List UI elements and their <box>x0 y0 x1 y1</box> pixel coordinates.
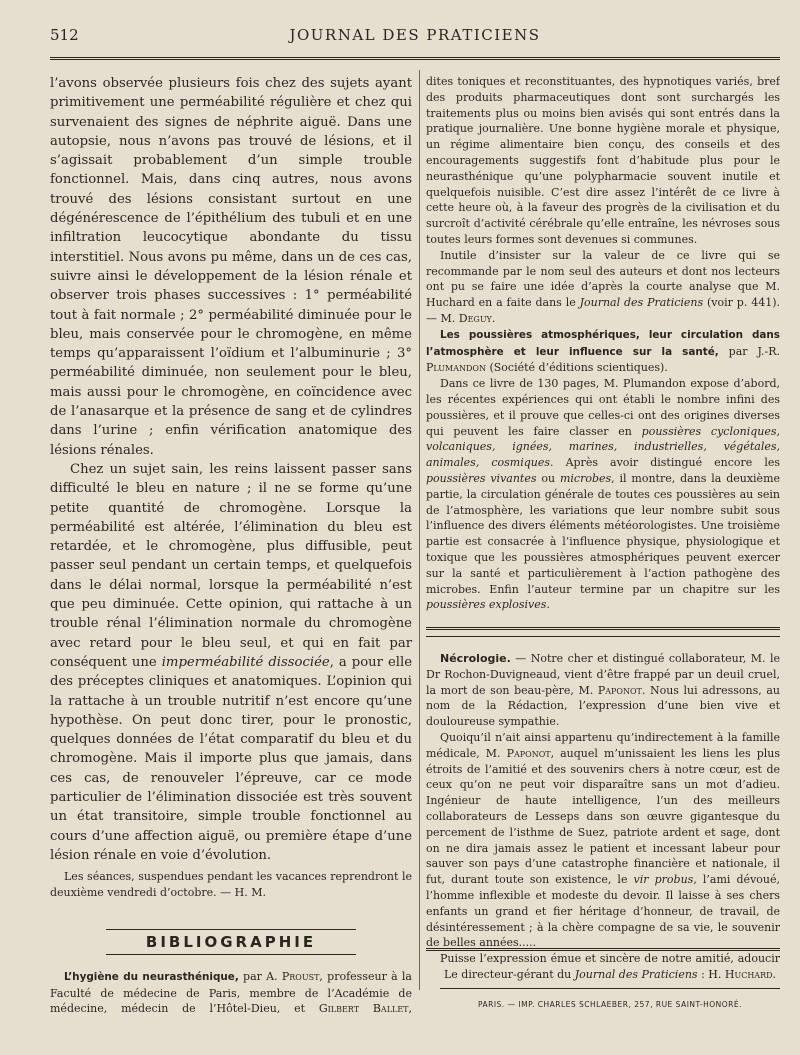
article-paragraph: Chez un sujet sain, les reins laissent passer sans difficulté le bleu en nature ; il ne se forme qu’une petite quantité de chromogène. Lorsque la perméabilité est altérée, l’élimination du bleu est retardée, et le chromogène, plus diffusible, peut passer seul pendant un certain temps, et quelquefois dans le délai normal, lorsque la perméabilité n’est que peu diminuée. Cette opinion, qui rattache à un trouble rénal l’élimination normale du chromogène avec retard pour le bleu seul, et qui en fait par conséquent une imperméabilité dissociée, a pour elle des préceptes cliniques et anatomiques. L’opinion qui la rattache à un trouble nutritif n’est encore qu’une hypothèse. On peut donc tirer, pour le pronostic, quelques données de l’état comparatif du bleu et du chromogène. Mais il importe plus que jamais, dans ces cas, de renouveler l’épreuve, car ce mode particulier de l’élimination dissociée est très souvent un état transitoire, simple trouble fonctionnel au cours d’une affection aiguë, ou première étape d’une lésion rénale en voie d’évolution. <box>50 461 412 863</box>
left-column <box>50 74 412 1014</box>
necrology-paragraph: Quoiqu’il n’ait ainsi appartenu qu’indirectement à la famille médicale, M. Paponot, auquel m’unissaient les liens les plus étroits de l’amitié et des souvenirs chers à notre cœur, est de ceux qu’on ne peut voir disparaître sans un mot d’adieu. Ingénieur de haute intelligence, l’un des meilleurs collaborateurs de Lesseps dans son œuvre gigantesque du percement de l’isthme de Suez, patriote ardent et sage, dont on ne dira jamais assez le patient et incessant labeur pour sauver son pays d’une catastrophe financière et nationale, il fut, durant toute son existence, le vir probus, l’ami dévoué, l’homme inflexible et modeste du devoir. Il laisse à ses chers enfants un grand et fier héritage d’honneur, de travail, de désintéressement ; à la chère compagne de sa vie, le souvenir de belles années..... <box>426 731 780 950</box>
book-entry: Les poussières atmosphériques, leur circulation dans l’atmosphère et leur influence sur la santé, par J.-R. Plumandon (Société d’éditions scientiques). <box>426 328 780 375</box>
necrology-paragraph: Nécrologie. — Notre cher et distingué collaborateur, M. le Dr Rochon-Duvigneaud, vient d’être frappé par un deuil cruel, la mort de son beau-père, M. Paponot. Nous lui adressons, au nom de la Rédaction, l’expression d’une bien vive et douloureuse sympathie. <box>426 652 780 729</box>
page-number: 512 <box>50 26 79 44</box>
printer-line: PARIS. — IMP. CHARLES SCHLAEBER, 257, RUE SAINT-HONORÉ. <box>477 1000 743 1009</box>
journal-title: JOURNAL DES PRATICIENS <box>289 26 541 44</box>
column-divider <box>419 70 420 990</box>
footer-rule <box>440 988 780 989</box>
book-review-close: Inutile d’insister sur la valeur de ce livre qui se recommande par le nom seul des auteurs et dont nos lecteurs ont pu se faire une idée d’après la courte analyse que M. Huchard en a faite dans le Journal des Praticiens (voir p. 441). — M. Deguy. <box>426 248 780 325</box>
book-review: Dans ce livre de 130 pages, M. Plumandon expose d’abord, les récentes expériences qui ont établi le nombre infini des poussières, et il prouve que celles-ci ont des origines diverses qui peuvent les faire classer en poussières cycloniques, volcaniques, ignées, marines, industrielles, végétales, animales, cosmiques. Après avoir distingué encore les poussières vivantes ou microbes, il montre, dans la deuxième partie, la circulation générale de toutes ces poussières au sein de l’atmosphère, les variations que leur nombre subit sous l’influence des divers éléments météorologistes. Une troisième partie est consacrée à l’influence physique, physiologique et toxique que les poussières atmosphériques peuvent exercer sur la santé et particulièrement à l’action pathogène des microbes. Enfin l’auteur termine par un chapitre sur les poussières explosives. <box>426 377 780 612</box>
book-title: Les poussières atmosphériques, leur circulation dans l’atmosphère et leur influence sur la santé, <box>426 328 780 358</box>
section-separator <box>426 627 780 637</box>
right-column <box>426 74 780 964</box>
header-rule <box>50 57 780 60</box>
director-note: Le directeur-gérant du Journal des Praticiens : H. Huchard. <box>443 968 777 981</box>
article-paragraph: l’avons observée plusieurs fois chez des sujets ayant primitivement une perméabilité régulière et chez qui survenaient des signes de néphrite aiguë. Dans une autopsie, nous n’avons pas trouvé de lésions, et il s’agissait probablement d’un simple trouble fonctionnel. Mais, dans cinq autres, nous avons trouvé des lésions consistant surtout en une dégénérescence de l’épithélium des tubuli et en une infiltration leucocytique abondante du tissu interstitiel. Nous avons pu même, dans un de ces cas, suivre ainsi le développement de la lésion rénale et observer trois phases successives : 1° perméabilité tout à fait normale ; 2° perméabilité diminuée pour le bleu, mais conservée pour le chromogène, en même temps qu’apparaissent l’oïdium et l’albuminurie ; 3° perméabilité diminuée, non seulement pour le bleu, mais aussi pour le chromogène, en coïncidence avec de l’anasarque et la présence de sang et de cylindres dans l’urine ; enfin vérification anatomique des lésions rénales. <box>50 76 412 458</box>
signature: Deguy. <box>458 311 496 325</box>
section-title: BIBLIOGRAPHIE <box>50 929 412 955</box>
necrology-paragraph: Puisse l’expression émue et sincère de notre amitié, adoucir <box>440 952 780 964</box>
necrology-heading: Nécrologie. <box>440 652 511 666</box>
emphasis: imperméabilité dissociée <box>161 654 330 670</box>
session-notice: Les séances, suspendues pendant les vacances reprendront le deuxième vendredi d’octobre. — H. M. <box>50 870 412 899</box>
bottom-rule <box>426 948 780 951</box>
book-title: L’hygiène du neurasthénique, <box>64 970 239 983</box>
book-review-continued: dites toniques et reconstituantes, des hypnotiques variés, bref des produits pharmaceutiques dont sont surchargés les traitements plus ou moins bien avisés qui sont entrés dans la pratique journalière. Une bonne hygiène morale et physique, un régime alimentaire bien conçu, des conseils et des encouragements suggestifs font d’habitude plus pour le neurasthénique qu’une polypharmacie souvent inutile et quelquefois nuisible. C’est dire assez l’intérêt de ce livre à cette heure où, à la faveur des progrès de la civilisation et du surcroît d’activité cérébrale qu’elle entraîne, les névroses sous toutes leurs formes sont devenues si communes. <box>426 75 780 246</box>
page-header <box>50 22 780 52</box>
book-entry: L’hygiène du neurasthénique, par A. Proust, professeur à la Faculté de médecine de Paris, membre de l’Académie de médecine, médecin de l’Hôtel-Dieu, et Gilbert Ballet, <box>50 969 412 1014</box>
